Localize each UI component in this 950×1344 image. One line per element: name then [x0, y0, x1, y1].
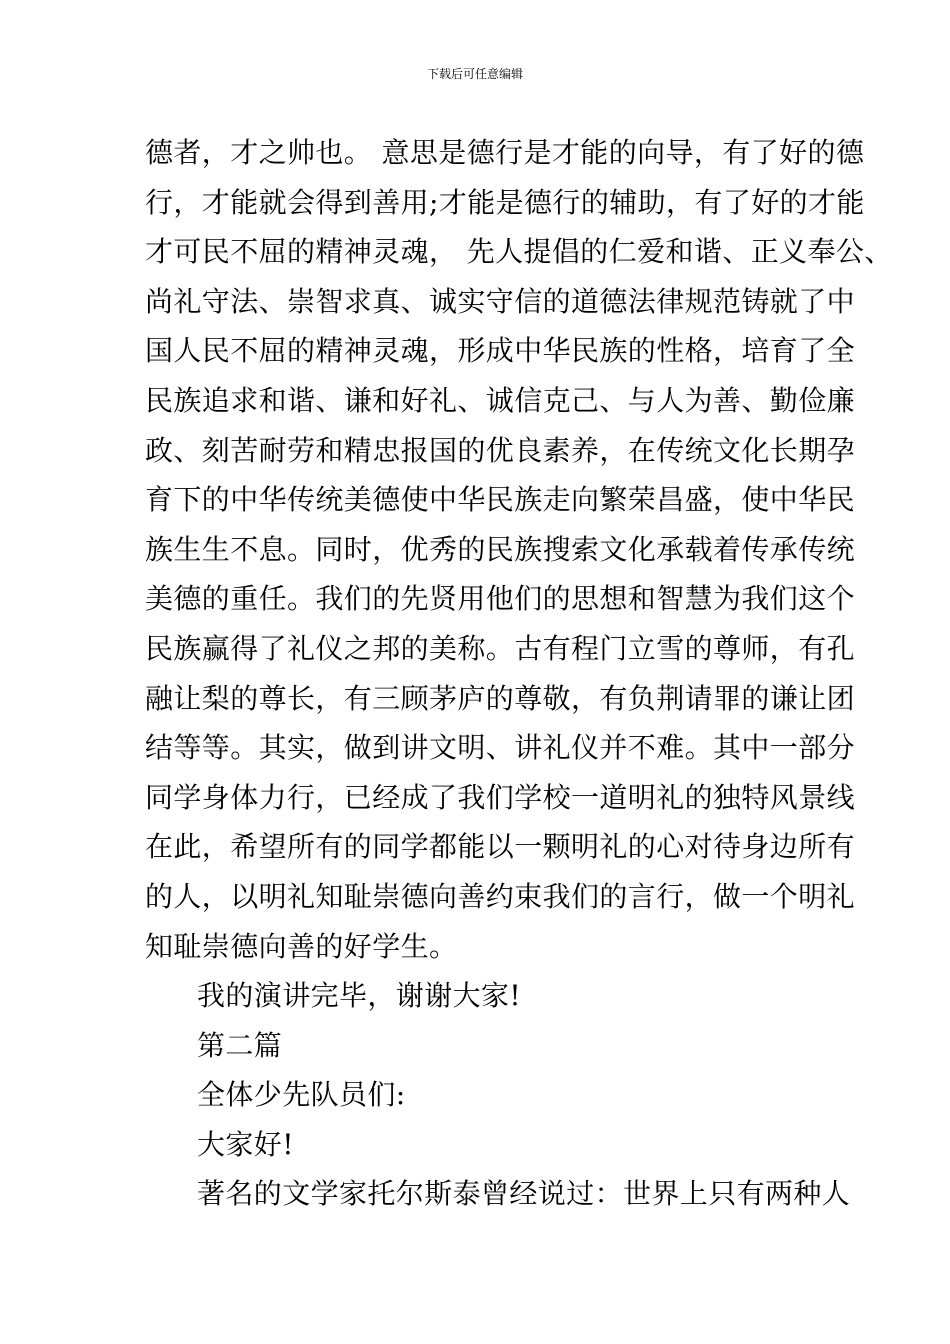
- greeting: 大家好!: [197, 1127, 294, 1161]
- text-line: 的人，以明礼知耻崇德向善约束我们的言行，做一个明礼: [145, 879, 856, 913]
- text-line: 著名的文学家托尔斯泰曾经说过：世界上只有两种人: [197, 1177, 851, 1211]
- page-header: 下载后可任意编辑: [426, 67, 523, 81]
- salutation: 全体少先队员们:: [197, 1078, 406, 1112]
- text-line: 知耻崇德向善的好学生。: [145, 929, 458, 963]
- text-line: 尚礼守法、崇智求真、诚实守信的道德法律规范铸就了中: [145, 284, 856, 318]
- text-line: 行，才能就会得到善用;才能是德行的辅助，有了好的才能: [145, 185, 865, 219]
- text-line: 民族追求和谐、谦和好礼、诚信克己、与人为善、勤俭廉: [145, 383, 856, 417]
- text-line: 国人民不屈的精神灵魂，形成中华民族的性格，培育了全: [145, 334, 856, 368]
- text-line: 融让梨的尊长，有三顾茅庐的尊敬，有负荆请罪的谦让团: [145, 681, 856, 715]
- document-body: [145, 128, 893, 1219]
- text-line: 民族赢得了礼仪之邦的美称。古有程门立雪的尊师，有孔: [145, 631, 856, 665]
- closing-line: 我的演讲完毕，谢谢大家!: [197, 979, 522, 1013]
- text-line: 美德的重任。我们的先贤用他们的思想和智慧为我们这个: [145, 582, 856, 616]
- text-line: 政、刻苦耐劳和精忠报国的优良素养，在传统文化长期孕: [145, 433, 856, 467]
- text-line: 族生生不息。同时，优秀的民族搜索文化承载着传承传统: [145, 532, 856, 566]
- text-line: 育下的中华传统美德使中华民族走向繁荣昌盛，使中华民: [145, 483, 856, 517]
- section-heading: 第二篇: [197, 1028, 283, 1062]
- text-line: 同学身体力行，已经成了我们学校一道明礼的独特风景线: [145, 780, 856, 814]
- text-line: 才可民不屈的精神灵魂， 先人提倡的仁爱和谐、正义奉公、: [145, 235, 893, 269]
- text-line: 结等等。其实，做到讲文明、讲礼仪并不难。其中一部分: [145, 731, 856, 765]
- text-line: 在此，希望所有的同学都能以一颗明礼的心对待身边所有: [145, 830, 856, 864]
- text-line: 德者，才之帅也。 意思是德行是才能的向导，有了好的德: [145, 136, 865, 169]
